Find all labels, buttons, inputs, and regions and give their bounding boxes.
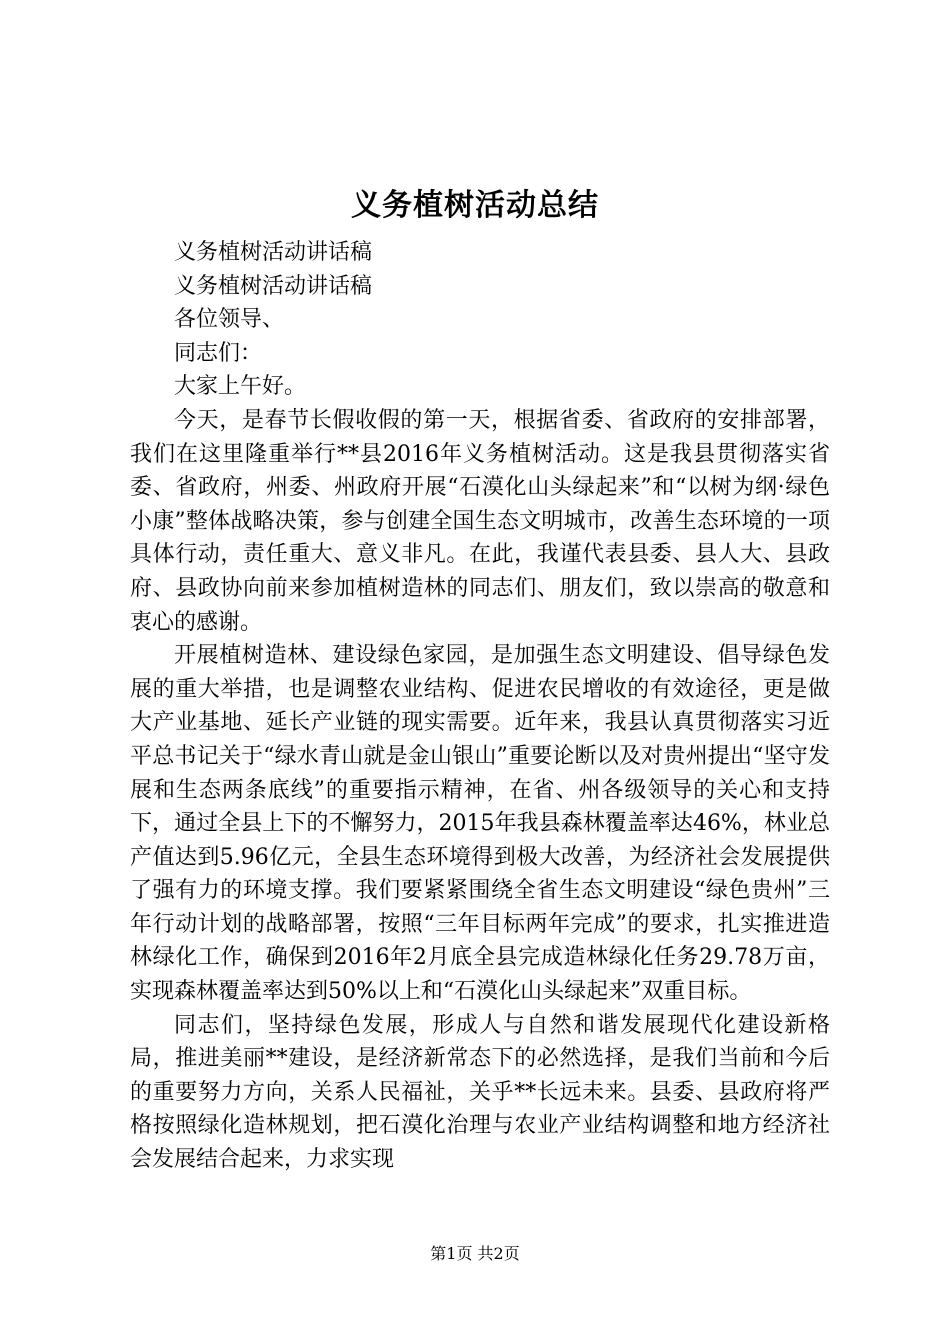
document-title: 义务植树活动总结: [351, 188, 599, 223]
paragraph-salutation-comrades: 同志们：: [174, 340, 263, 366]
paragraph-heading-1: 义务植树活动讲话稿: [174, 240, 373, 265]
paragraph-salutation-leaders: 各位领导、: [174, 307, 285, 333]
document-body: [130, 236, 830, 1177]
paragraph-body-2: 开展植树造林、建设绿色家园，是加强生态文明建设、倡导绿色发展的重大举措，也是调整农业结构、促进农民增收的有效途径，更是做大产业基地、延长产业链的现实需要。近年来，我县认真贯彻落实习近平总书记关于“绿水青山就是金山银山”重要论断以及对贵州提出“坚守发展和生态两条底线”的重要指示精神，在省、州各级领导的关心和支持下，通过全县上下的不懈努力，2015年我县森林覆盖率达46%，林业总产值达到5.96亿元，全县生态环境得到极大改善，为经济社会发展提供了强有力的环境支撑。我们要紧紧围绕全省生态文明建设“绿色贵州”三年行动计划的战略部署，按照“三年目标两年完成”的要求，扎实推进造林绿化工作，确保到2016年2月底全县完成造林绿化任务29.78万亩，实现森林覆盖率达到50%以上和“石漠化山头绿起来”双重目标。: [130, 643, 830, 1005]
paragraph-body-1: 今天，是春节长假收假的第一天，根据省委、省政府的安排部署，我们在这里隆重举行**县2016年义务植树活动。这是我县贯彻落实省委、省政府，州委、州政府开展“石漠化山头绿起来”和“以树为纲·绿色小康”整体战略决策，参与创建全国生态文明城市，改善生态环境的一项具体行动，责任重大、意义非凡。在此，我谨代表县委、县人大、县政府、县政协向前来参加植树造林的同志们、朋友们，致以崇高的敬意和衷心的感谢。: [130, 407, 830, 635]
paragraph-body-3: 同志们，坚持绿色发展，形成人与自然和谐发展现代化建设新格局，推进美丽**建设，是经济新常态下的必然选择，是我们当前和今后的重要努力方向，关系人民福祉，关乎**长远未来。县委、县政府将严格按照绿化造林规划，把石漠化治理与农业产业结构调整和地方经济社会发展结合起来，力求实现: [130, 1012, 830, 1173]
paragraph-greeting: 大家上午好。: [174, 374, 307, 400]
paragraph-heading-2: 义务植树活动讲话稿: [174, 273, 373, 299]
page-number-footer: 第1页 共2页: [430, 1244, 520, 1263]
